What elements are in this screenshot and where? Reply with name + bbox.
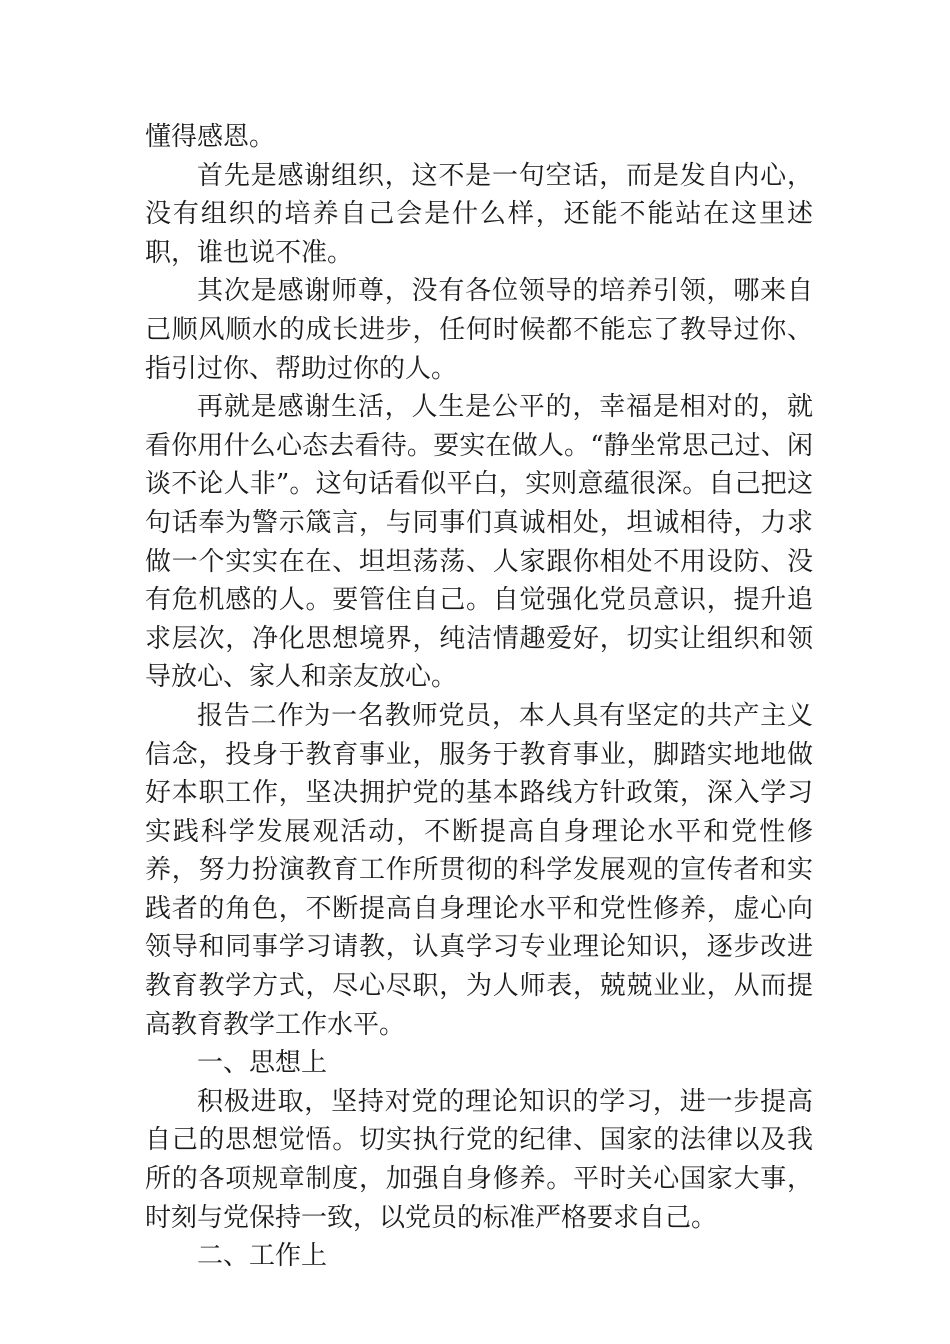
section-heading: 一、思想上 <box>197 1048 328 1079</box>
paragraph: 懂得感恩。 <box>145 122 276 152</box>
paragraph: 其次是感谢师尊，没有各位领导的培养引领，哪来自己顺风顺水的成长进步，任何时候都不能忘了教导过你、指引过你、帮助过你的人。 <box>145 276 813 384</box>
document-body <box>145 118 813 1276</box>
section-heading: 二、工作上 <box>197 1241 328 1272</box>
paragraph: 首先是感谢组织，这不是一句空话，而是发自内心，没有组织的培养自己会是什么样，还能不能站在这里述职，谁也说不准。 <box>145 160 813 268</box>
paragraph: 报告二作为一名教师党员，本人具有坚定的共产主义信念，投身于教育事业，服务于教育事业，脚踏实地地做好本职工作，坚决拥护党的基本路线方针政策，深入学习实践科学发展观活动，不断提高自身理论水平和党性修养，努力扮演教育工作所贯彻的科学发展观的宣传者和实践者的角色，不断提高自身理论水平和党性修养，虚心向领导和同事学习请教，认真学习专业理论知识，逐步改进教育教学方式，尽心尽职，为人师表，兢兢业业，从而提高教育教学工作水平。 <box>145 700 813 1040</box>
paragraph: 再就是感谢生活，人生是公平的，幸福是相对的，就看你用什么心态去看待。要实在做人。“静坐常思己过、闲谈不论人非”。这句话看似平白，实则意蕴很深。自己把这句话奉为警示箴言，与同事们真诚相处，坦诚相待，力求做一个实实在在、坦坦荡荡、人家跟你相处不用设防、没有危机感的人。要管住自己。自觉强化党员意识，提升追求层次，净化思想境界，纯洁情趣爱好，切实让组织和领导放心、家人和亲友放心。 <box>145 392 813 693</box>
paragraph: 积极进取，坚持对党的理论知识的学习，进一步提高自己的思想觉悟。切实执行党的纪律、国家的法律以及我所的各项规章制度，加强自身修养。平时关心国家大事，时刻与党保持一致，以党员的标准严格要求自己。 <box>145 1086 813 1233</box>
